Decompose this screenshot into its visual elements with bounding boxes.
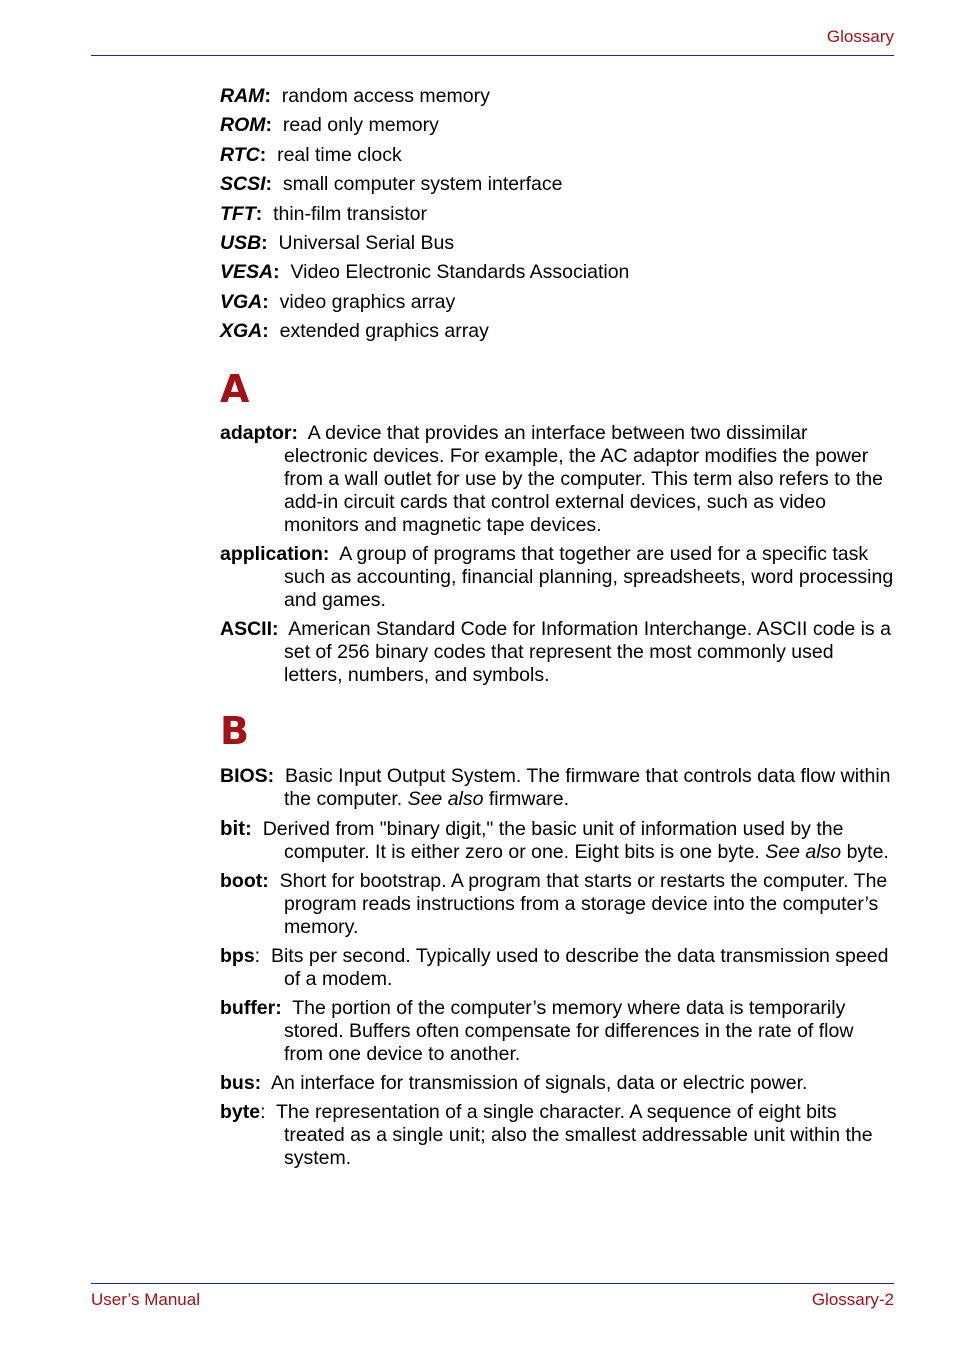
glossary-entry	[220, 1072, 894, 1095]
glossary-term: bus:	[220, 1072, 262, 1094]
glossary-definition: Short for bootstrap. A program that starts or restarts the computer. The program reads instructions from a storage device into the computer’s memory.	[279, 870, 888, 938]
abbreviation-colon: :	[264, 85, 271, 107]
abbreviation-term: VGA	[220, 290, 263, 313]
abbreviation-row	[220, 319, 629, 348]
abbreviation-colon: :	[255, 202, 263, 225]
abbreviation-colon: :	[262, 290, 269, 313]
abbreviation-definition: video graphics array	[279, 290, 456, 313]
abbreviation-term: ROM	[220, 114, 266, 137]
see-also-label: See also	[407, 788, 484, 810]
abbreviation-definition: random access memory	[281, 85, 490, 107]
abbreviation-colon: :	[262, 320, 269, 343]
header-title: Glossary	[826, 27, 894, 46]
abbreviation-colon: :	[259, 143, 267, 166]
glossary-definition: The representation of a single character. A sequence of eight bits treated as a single unit; also the smallest addressable unit within the system.	[276, 1101, 873, 1169]
footer-page-number: Glossary-2	[811, 1290, 894, 1309]
glossary-entry	[220, 870, 894, 939]
glossary-section-a	[220, 422, 894, 693]
abbreviation-term: TFT	[220, 202, 256, 225]
abbreviation-term: XGA	[220, 320, 263, 343]
abbreviation-colon: :	[261, 231, 268, 254]
abbreviation-definition: thin-film transistor	[273, 202, 427, 225]
glossary-term: ASCII:	[220, 618, 279, 640]
abbreviation-definition: real time clock	[277, 143, 402, 166]
glossary-definition: Bits per second. Typically used to describe the data transmission speed of a modem.	[270, 945, 889, 990]
abbreviation-row	[220, 143, 629, 172]
see-also-label: See also	[765, 841, 842, 863]
footer-rule	[91, 1283, 894, 1284]
abbreviation-term: VESA	[220, 261, 274, 284]
glossary-term: adaptor:	[220, 422, 298, 444]
glossary-entry	[220, 945, 894, 991]
glossary-term: byte	[220, 1101, 261, 1123]
glossary-entry	[220, 543, 894, 612]
abbreviation-list	[220, 84, 629, 349]
abbreviation-definition: Video Electronic Standards Association	[290, 261, 630, 284]
abbreviation-term: RAM	[220, 85, 265, 107]
glossary-entry	[220, 997, 894, 1066]
glossary-term: buffer:	[220, 997, 282, 1019]
glossary-definition: Basic Input Output System. The firmware that controls data flow within the computer.	[284, 765, 891, 810]
glossary-definition: A group of programs that together are used for a specific task such as accounting, financial planning, spreadsheets, word processing and games.	[284, 543, 894, 611]
glossary-definition: American Standard Code for Information Interchange. ASCII code is a set of 256 binary codes that represent the most commonly used letters, numbers, and symbols.	[284, 618, 891, 686]
glossary-term: boot:	[220, 870, 269, 892]
glossary-term: bps	[220, 945, 255, 967]
abbreviation-row	[220, 172, 629, 201]
glossary-definition: The portion of the computer’s memory where data is temporarily stored. Buffers often compensate for differences in the rate of flow from one device to another.	[284, 997, 854, 1065]
glossary-entry	[220, 618, 894, 687]
abbreviation-term: SCSI	[220, 173, 266, 196]
glossary-term: application:	[220, 543, 330, 565]
glossary-term: bit:	[220, 817, 252, 840]
abbreviation-definition: read only memory	[282, 114, 439, 137]
abbreviation-row	[220, 84, 629, 113]
section-heading-b: B	[220, 709, 249, 753]
header-rule	[91, 55, 894, 56]
glossary-entry	[220, 817, 894, 864]
abbreviation-colon: :	[265, 173, 273, 196]
glossary-definition: A device that provides an interface between two dissimilar electronic devices. For example, the AC adaptor modifies the power from a wall outlet for use by the computer. This term also refers to the add-in circuit cards that control external devices, such as video monitors and magnetic tape devices.	[284, 422, 883, 536]
abbreviation-definition: Universal Serial Bus	[278, 231, 455, 254]
glossary-section-b	[220, 765, 894, 1176]
glossary-term: BIOS:	[220, 765, 275, 787]
glossary-entry	[220, 1101, 894, 1170]
glossary-definition: An interface for transmission of signals, data or electric power.	[270, 1072, 808, 1094]
footer-manual-title: User’s Manual	[91, 1290, 200, 1309]
glossary-term-colon: :	[260, 1101, 266, 1123]
abbreviation-definition: small computer system interface	[282, 173, 563, 196]
abbreviation-row	[220, 113, 629, 142]
glossary-definition: Derived from "binary digit," the basic unit of information used by the computer. It is either zero or one. Eight bits is one byte.	[262, 818, 844, 863]
abbreviation-colon: :	[265, 114, 272, 137]
abbreviation-row	[220, 290, 629, 319]
abbreviation-row	[220, 202, 629, 231]
abbreviation-row	[220, 231, 629, 260]
section-heading-a: A	[220, 367, 250, 411]
abbreviation-term: RTC	[220, 143, 260, 166]
glossary-entry	[220, 765, 894, 811]
abbreviation-row	[220, 260, 629, 289]
see-also-target: byte.	[846, 841, 889, 863]
abbreviation-definition: extended graphics array	[279, 320, 489, 343]
glossary-entry	[220, 422, 894, 537]
abbreviation-colon: :	[273, 261, 280, 284]
abbreviation-term: USB	[220, 231, 262, 254]
glossary-term-colon: :	[254, 945, 261, 967]
see-also-target: firmware.	[488, 788, 570, 810]
